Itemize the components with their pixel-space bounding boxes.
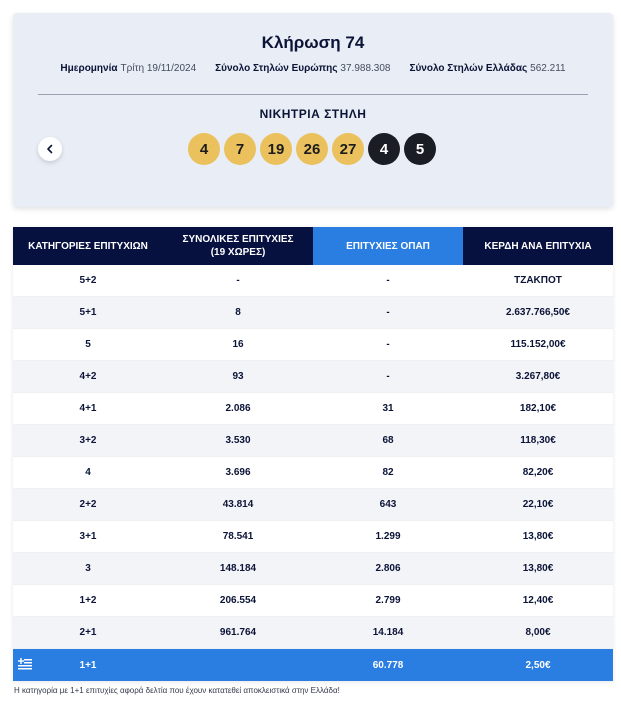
- row-opap: 82: [382, 467, 394, 478]
- header-prize: ΚΕΡΔΗ ΑΝΑ ΕΠΙΤΥΧΙΑ: [463, 227, 613, 265]
- row-opap: 14.184: [372, 627, 404, 638]
- draw-meta: [13, 63, 613, 74]
- row-category: 2+2: [79, 499, 97, 510]
- header-opap-wins: ΕΠΙΤΥΧΙΕΣ ΟΠΑΠ: [313, 227, 463, 265]
- row-opap: 68: [382, 435, 394, 446]
- row-total: 78.541: [222, 531, 254, 542]
- header-total-line2: (19 ΧΩΡΕΣ): [210, 247, 266, 258]
- footer-total: [163, 649, 313, 681]
- meta-greece-value: 562.211: [530, 63, 566, 74]
- table-row: [13, 585, 613, 617]
- star-number-ball: 5: [404, 133, 436, 165]
- row-category: 1+2: [79, 595, 97, 606]
- draw-card: [13, 13, 613, 207]
- row-category: 5: [85, 339, 91, 350]
- results-table: [13, 227, 613, 681]
- row-category: 4+2: [79, 371, 97, 382]
- table-row: [13, 297, 613, 329]
- row-opap: 2.806: [375, 563, 401, 574]
- table-body: [13, 265, 613, 649]
- winning-column-label: ΝΙΚΗΤΡΙΑ ΣΤΗΛΗ: [259, 107, 367, 121]
- draw-title: Κλήρωση 74: [261, 33, 365, 52]
- row-prize: 13,80€: [522, 563, 554, 574]
- row-prize: 115.152,00€: [510, 339, 566, 350]
- table-row: [13, 361, 613, 393]
- meta-date-value: Τρίτη 19/11/2024: [120, 63, 197, 74]
- row-prize: 13,80€: [522, 531, 554, 542]
- meta-europe-total: [215, 63, 390, 74]
- meta-europe-value: 37.988.308: [340, 63, 391, 74]
- row-category: 3: [85, 563, 91, 574]
- footnote: Η κατηγορία με 1+1 επιτυχίες αφορά δελτία που έχουν κατατεθεί αποκλειστικά στην Ελλάδα!: [14, 686, 340, 695]
- header-total-line1: ΣΥΝΟΛΙΚΕΣ ΕΠΙΤΥΧΙΕΣ: [182, 234, 294, 245]
- divider: [38, 94, 588, 95]
- main-number-ball: 26: [296, 133, 328, 165]
- row-prize: 182,10€: [519, 403, 557, 414]
- meta-date: [60, 63, 196, 74]
- meta-greece-total: [409, 63, 565, 74]
- row-opap: -: [386, 275, 390, 286]
- row-opap: 643: [379, 499, 397, 510]
- row-prize: 22,10€: [522, 499, 554, 510]
- row-prize: 2.637.766,50€: [506, 307, 570, 318]
- row-opap: 1.299: [375, 531, 401, 542]
- row-category: 4: [85, 467, 91, 478]
- main-number-ball: 19: [260, 133, 292, 165]
- footer-opap: 60.778: [372, 659, 404, 671]
- row-category: 3+2: [79, 435, 97, 446]
- row-category: 5+2: [79, 275, 97, 286]
- previous-draw-button[interactable]: [38, 137, 62, 161]
- row-total: 8: [235, 307, 241, 318]
- row-category: 4+1: [79, 403, 97, 414]
- row-total: 148.184: [219, 563, 257, 574]
- greek-flag-icon: [18, 658, 32, 672]
- row-total: 2.086: [225, 403, 251, 414]
- table-row: [13, 553, 613, 585]
- table-row: [13, 425, 613, 457]
- footer-category: 1+1: [79, 659, 97, 671]
- table-row: [13, 489, 613, 521]
- row-category: 5+1: [79, 307, 97, 318]
- row-prize: 118,30€: [520, 435, 556, 446]
- row-prize: 3.267,80€: [515, 371, 561, 382]
- table-row: [13, 457, 613, 489]
- row-prize: 8,00€: [525, 627, 551, 638]
- table-row: [13, 393, 613, 425]
- table-row: [13, 329, 613, 361]
- row-category: 2+1: [79, 627, 97, 638]
- meta-date-label: Ημερομηνία: [60, 63, 118, 74]
- row-opap: 2.799: [375, 595, 401, 606]
- star-number-ball: 4: [368, 133, 400, 165]
- main-number-ball: 7: [224, 133, 256, 165]
- row-opap: -: [386, 371, 390, 382]
- main-number-ball: 4: [188, 133, 220, 165]
- table-header: [13, 227, 613, 265]
- row-prize: 12,40€: [522, 595, 554, 606]
- winning-numbers: [188, 133, 436, 165]
- row-opap: -: [386, 339, 390, 350]
- table-footer-row: [13, 649, 613, 681]
- row-total: 3.696: [225, 467, 251, 478]
- meta-greece-label: Σύνολο Στηλών Ελλάδας: [409, 63, 528, 74]
- chevron-left-icon: [45, 144, 55, 154]
- header-total-wins: [163, 227, 313, 265]
- row-total: 3.530: [225, 435, 251, 446]
- row-total: 16: [232, 339, 244, 350]
- row-total: 961.764: [219, 627, 257, 638]
- row-prize: ΤΖΑΚΠΟΤ: [514, 275, 562, 286]
- row-total: 206.554: [219, 595, 257, 606]
- header-category: ΚΑΤΗΓΟΡΙΕΣ ΕΠΙΤΥΧΙΩΝ: [13, 227, 163, 265]
- row-total: -: [236, 275, 240, 286]
- row-total: 93: [232, 371, 244, 382]
- row-opap: 31: [382, 403, 394, 414]
- row-total: 43.814: [222, 499, 254, 510]
- table-row: [13, 617, 613, 649]
- table-row: [13, 521, 613, 553]
- footer-prize: 2,50€: [525, 659, 551, 671]
- meta-europe-label: Σύνολο Στηλών Ευρώπης: [215, 63, 338, 74]
- row-opap: -: [386, 307, 390, 318]
- row-prize: 82,20€: [522, 467, 554, 478]
- main-number-ball: 27: [332, 133, 364, 165]
- row-category: 3+1: [79, 531, 97, 542]
- table-row: [13, 265, 613, 297]
